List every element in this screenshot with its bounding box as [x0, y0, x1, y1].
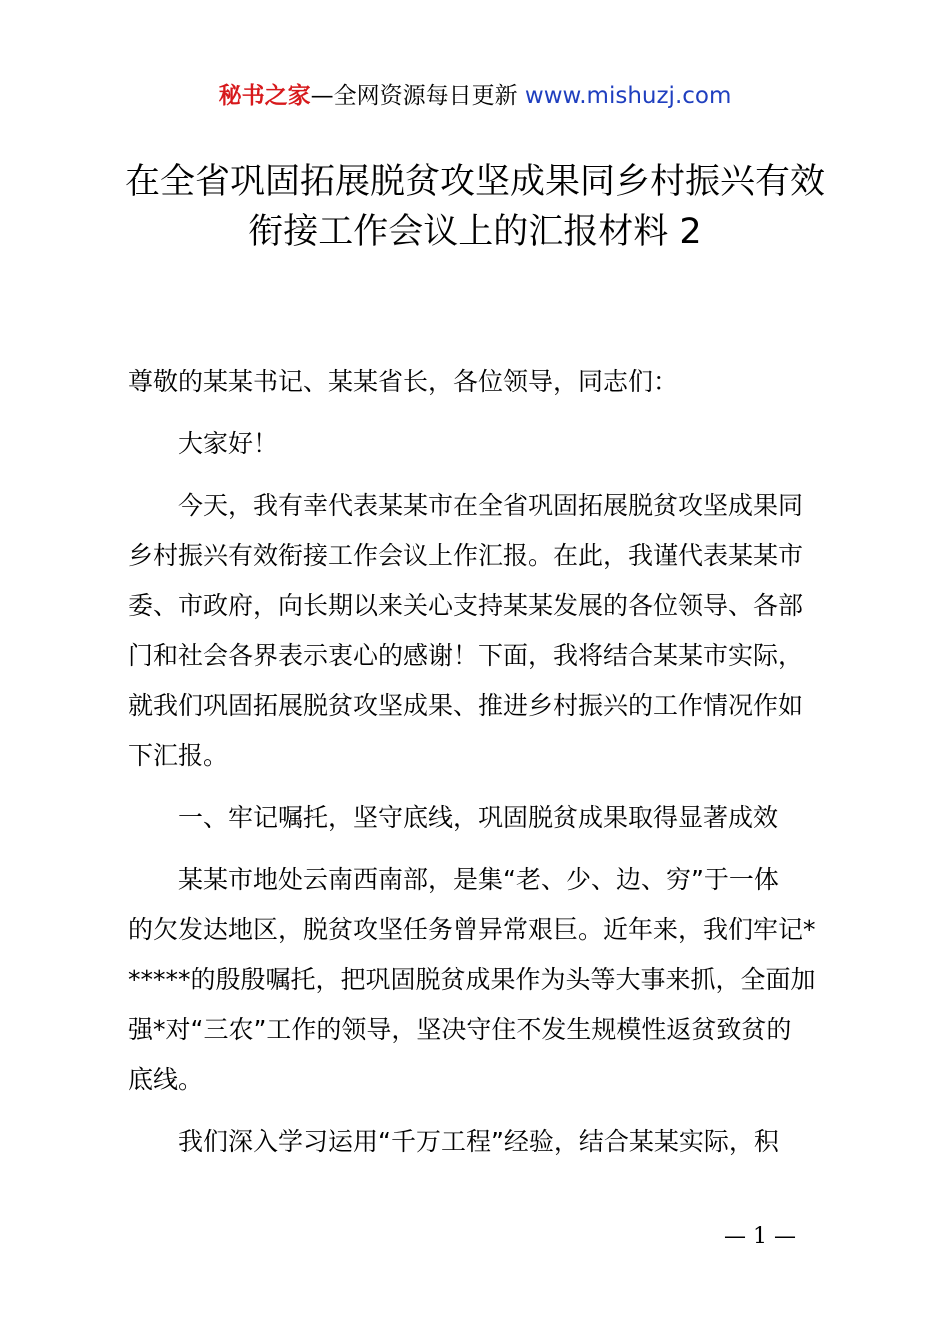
section-1-line: 我们深入学习运用“千万工程”经验，结合某某实际，积 — [178, 1127, 779, 1156]
section-1-paragraph-1 — [128, 855, 831, 1105]
section-1-heading: 一、牢记嘱托，坚守底线，巩固脱贫成果取得显著成效 — [178, 803, 779, 832]
site-tagline: —全网资源每日更新 — [310, 83, 525, 109]
site-url-link[interactable]: www.mishuzj.com — [524, 83, 732, 109]
greeting: 大家好！ — [178, 429, 279, 458]
intro-line: 门和社会各界表示衷心的感谢！下面，我将结合某某市实际， — [128, 641, 804, 670]
document-body — [128, 357, 831, 1179]
document-title-line-2: 衔接工作会议上的汇报材料 2 — [248, 212, 702, 252]
page-number: — 1 — — [724, 1224, 796, 1249]
intro-line: 乡村振兴有效衔接工作会议上作汇报。在此，我谨代表某某市 — [128, 541, 804, 570]
section-1-line: 底线。 — [128, 1065, 204, 1094]
section-1-line: 某某市地处云南西南部，是集“老、少、边、穷”于一体 — [178, 865, 779, 894]
site-brand: 秘书之家 — [218, 83, 311, 109]
salutation: 尊敬的某某书记、某某省长，各位领导，同志们： — [128, 367, 679, 396]
intro-line: 今天，我有幸代表某某市在全省巩固拓展脱贫攻坚成果同 — [178, 491, 804, 520]
section-1-line: 强*对“三农”工作的领导，坚决守住不发生规模性返贫致贫的 — [128, 1015, 792, 1044]
intro-line: 委、市政府，向长期以来关心支持某某发展的各位领导、各部 — [128, 591, 804, 620]
intro-line: 就我们巩固拓展脱贫攻坚成果、推进乡村振兴的工作情况作如 — [128, 691, 804, 720]
section-1-line: 的欠发达地区，脱贫攻坚任务曾异常艰巨。近年来，我们牢记* — [128, 915, 816, 944]
section-1-paragraph-2 — [128, 1117, 831, 1167]
intro-line: 下汇报。 — [128, 741, 229, 770]
document-title-line-1: 在全省巩固拓展脱贫攻坚成果同乡村振兴有效 — [124, 162, 825, 202]
document-title — [100, 157, 850, 257]
site-header — [0, 80, 950, 112]
intro-paragraph — [128, 481, 831, 781]
section-1-line: *****的殷殷嘱托，把巩固脱贫成果作为头等大事来抓，全面加 — [128, 965, 816, 994]
